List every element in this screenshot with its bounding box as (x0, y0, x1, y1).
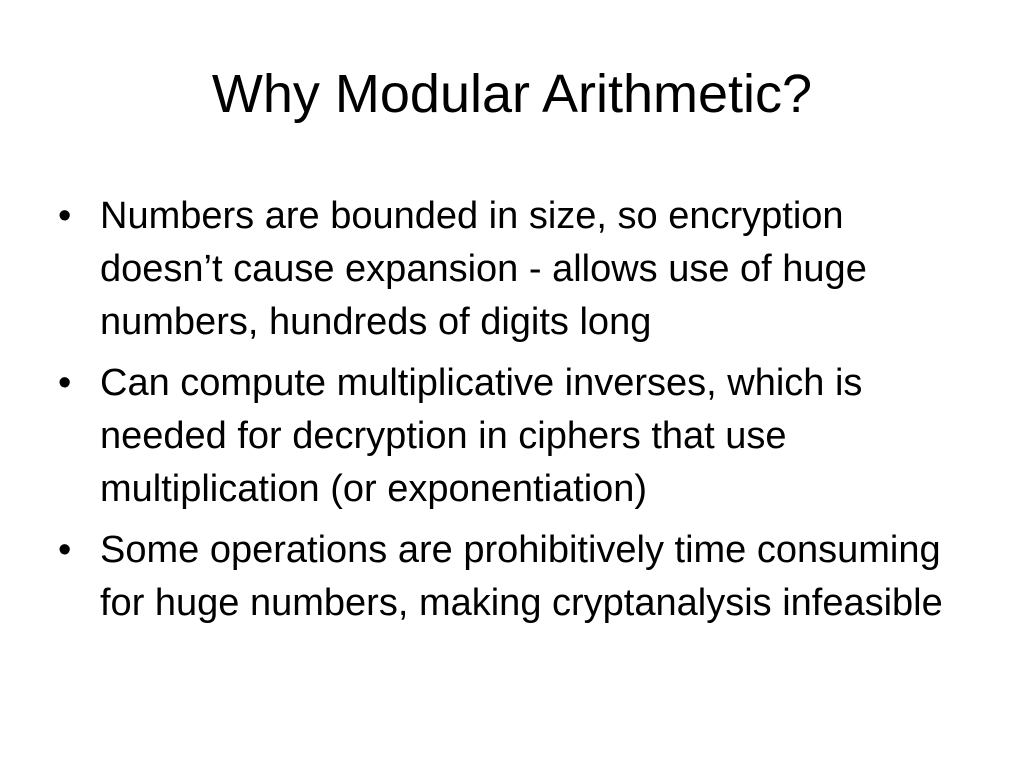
bullet-item (58, 190, 960, 349)
bullet-text: Some operations are prohibitively time consuming for huge numbers, making cryptanalysis infeasible (100, 529, 943, 624)
bullet-marker: • (58, 195, 72, 237)
bullet-item (58, 524, 960, 630)
slide-title: Why Modular Arithmetic? (211, 64, 813, 124)
bullet-text: Can compute multiplicative inverses, which is needed for decryption in ciphers that use multiplication (or exponentiation) (100, 362, 863, 510)
bullet-text: Numbers are bounded in size, so encryption doesn’t cause expansion - allows use of huge numbers, hundreds of digits long (100, 195, 867, 343)
bullet-list (58, 190, 960, 638)
bullet-marker: • (58, 362, 72, 404)
bullet-marker: • (58, 529, 72, 571)
bullet-item (58, 357, 960, 516)
